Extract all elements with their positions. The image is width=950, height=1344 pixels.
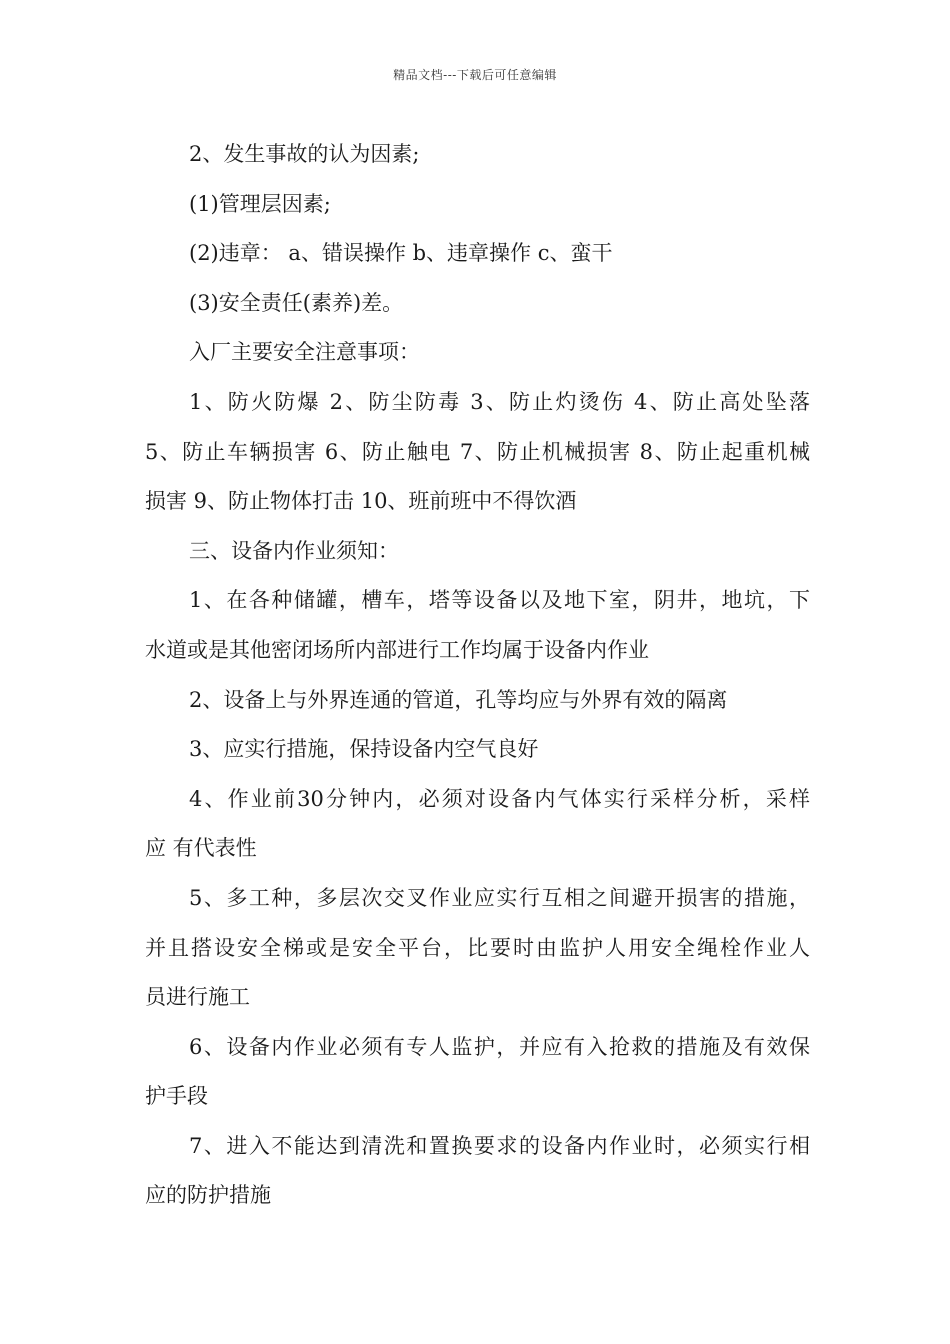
paragraph-line: 员进行施工 bbox=[145, 985, 250, 1010]
paragraph-line: 应的防护措施 bbox=[145, 1183, 271, 1208]
paragraph-line: 1、在各种储罐，槽车，塔等设备以及地下室，阴井，地坑，下 bbox=[189, 588, 810, 613]
section-heading: 三、设备内作业须知： bbox=[189, 538, 399, 563]
paragraph-line: 2、设备上与外界连通的管道，孔等均应与外界有效的隔离 bbox=[189, 687, 728, 712]
paragraph-line: 1、防火防爆 2、防尘防毒 3、防止灼烫伤 4、防止高处坠落 bbox=[189, 389, 810, 414]
paragraph-line: 6、设备内作业必须有专人监护，并应有入抢救的措施及有效保 bbox=[189, 1034, 810, 1059]
section-heading: 入厂主要安全注意事项： bbox=[189, 340, 420, 365]
paragraph-line: 并且搭设安全梯或是安全平台，比要时由监护人用安全绳栓作业人 bbox=[145, 935, 810, 960]
page-header: 精品文档---下载后可任意编辑 bbox=[393, 68, 557, 82]
paragraph-line: 5、多工种，多层次交叉作业应实行互相之间避开损害的措施， bbox=[189, 885, 810, 910]
paragraph-line: 损害 9、防止物体打击 10、班前班中不得饮酒 bbox=[145, 489, 577, 514]
paragraph-line: 5、防止车辆损害 6、防止触电 7、防止机械损害 8、防止起重机械 bbox=[145, 439, 810, 464]
paragraph-line: 护手段 bbox=[145, 1084, 208, 1109]
paragraph-line: 应 有代表性 bbox=[145, 836, 257, 861]
paragraph-line: 水道或是其他密闭场所内部进行工作均属于设备内作业 bbox=[145, 637, 649, 662]
paragraph-line: 2、发生事故的认为因素; bbox=[189, 142, 420, 166]
document-body bbox=[145, 130, 810, 1221]
paragraph-line: 7、进入不能达到清洗和置换要求的设备内作业时，必须实行相 bbox=[189, 1133, 810, 1158]
paragraph-line: (1)管理层因素; bbox=[189, 191, 331, 216]
paragraph-line: (2)违章： a、错误操作 b、违章操作 c、蛮干 bbox=[189, 241, 613, 266]
paragraph-line: (3)安全责任(素养)差。 bbox=[189, 290, 404, 315]
paragraph-line: 4、作业前30分钟内，必须对设备内气体实行采样分析，采样 bbox=[189, 786, 810, 811]
paragraph-line: 3、应实行措施，保持设备内空气良好 bbox=[189, 737, 539, 762]
